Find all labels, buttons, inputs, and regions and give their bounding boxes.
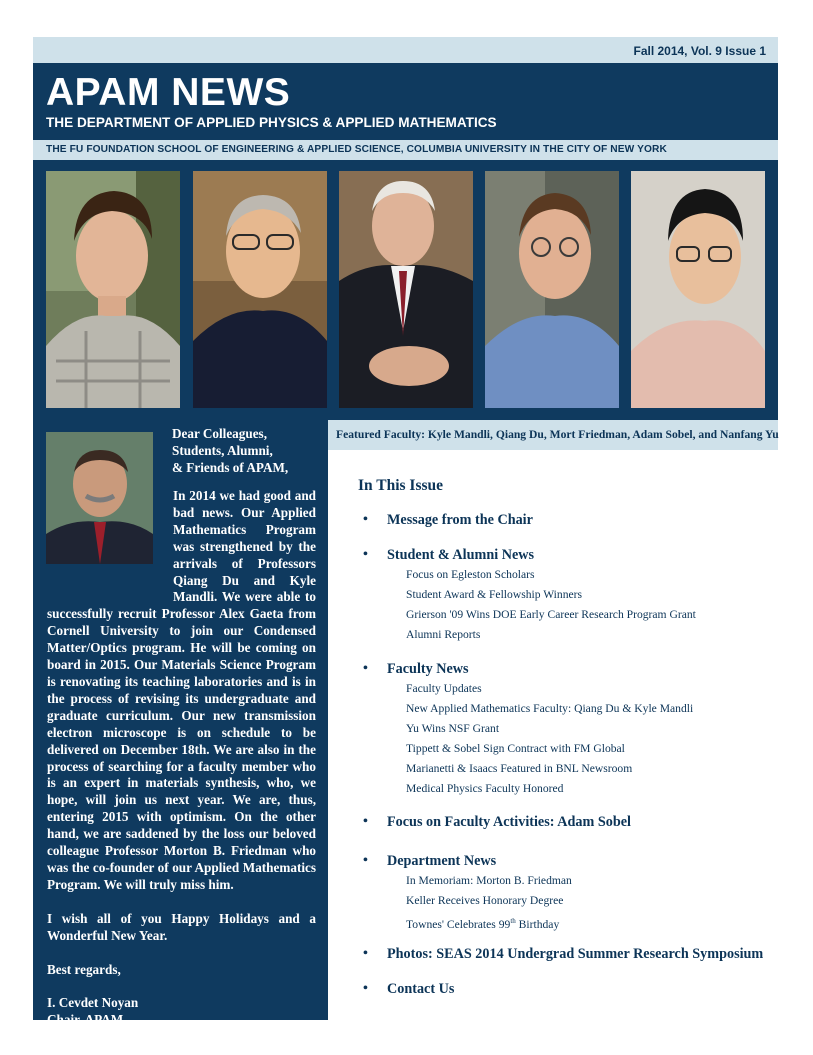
newsletter-title: APAM NEWS: [46, 71, 291, 114]
bullet-icon: •: [363, 512, 368, 527]
featured-faculty-caption: Featured Faculty: Kyle Mandli, Qiang Du, Mort Friedman, Adam Sobel, and Nanfang Yu: [336, 428, 779, 441]
toc-subitem[interactable]: Tippett & Sobel Sign Contract with FM Global: [406, 742, 625, 755]
toc-subitem[interactable]: In Memoriam: Morton B. Friedman: [406, 874, 572, 887]
bullet-icon: •: [363, 981, 368, 996]
toc-subitem[interactable]: Alumni Reports: [406, 628, 481, 641]
toc-section: [362, 510, 778, 530]
toc-subitem[interactable]: Keller Receives Honorary Degree: [406, 894, 564, 907]
toc-subitem[interactable]: Focus on Egleston Scholars: [406, 568, 535, 581]
letter-greeting: [172, 426, 317, 477]
toc-link[interactable]: • Faculty News: [363, 661, 469, 677]
signature-title: Chair, APAM: [47, 1012, 124, 1028]
greeting-line: & Friends of APAM,: [172, 459, 289, 475]
featured-faculty-caption-strip: [328, 420, 778, 450]
faculty-photo-band: [33, 160, 778, 420]
school-strip: [33, 140, 778, 160]
toc-subitem[interactable]: Student Award & Fellowship Winners: [406, 588, 583, 601]
toc-subitem[interactable]: Marianetti & Isaacs Featured in BNL Newsroom: [406, 762, 633, 775]
toc-section: [362, 659, 778, 799]
masthead: [33, 63, 778, 140]
chair-letter-column: [33, 420, 328, 1028]
letter-body: [47, 488, 316, 1029]
school-name: THE FU FOUNDATION SCHOOL OF ENGINEERING & APPLIED SCIENCE, COLUMBIA UNIVERSITY IN THE CITY OF NEW YORK: [46, 144, 667, 155]
faculty-photo-sobel: [485, 171, 619, 408]
toc-section: [362, 812, 778, 832]
toc-link[interactable]: • Contact Us: [363, 981, 455, 997]
toc-link[interactable]: • Department News: [363, 853, 497, 869]
toc-heading: In This Issue: [358, 477, 444, 494]
faculty-photo-du: [193, 171, 327, 408]
toc-subitem[interactable]: New Applied Mathematics Faculty: Qiang Du & Kyle Mandli: [406, 702, 694, 715]
toc-link[interactable]: • Student & Alumni News: [363, 547, 535, 563]
faculty-photo-friedman: [339, 171, 473, 408]
greeting-line: Students, Alumni,: [172, 442, 273, 458]
toc-section: [362, 979, 778, 999]
toc-subitem[interactable]: Townes' Celebrates 99th Birthday: [406, 917, 560, 931]
faculty-photo-mandli: [46, 171, 180, 408]
department-subtitle: THE DEPARTMENT OF APPLIED PHYSICS & APPLIED MATHEMATICS: [46, 115, 497, 130]
toc-link[interactable]: • Message from the Chair: [363, 512, 533, 528]
toc-section: [362, 944, 778, 964]
toc-link[interactable]: • Focus on Faculty Activities: Adam Sobel: [363, 814, 631, 830]
toc-subitem[interactable]: Faculty Updates: [406, 682, 482, 695]
letter-paragraph: In 2014 we had good and bad news. Our Applied Mathematics Program was strengthened by the arrivals of Professors Qiang Du and Kyle Mandli. We were able to successfully recruit Professor Alex Gaeta from Cornell University to join our Condensed Matter/Optics program. He will be coming on board in 2015. Our Materials Science Program is renovating its teaching laboratories and is in the process of revising its undergraduate and graduate curriculum. Our new transmission electron microscope is on schedule to be delivered on December 18th. We are also in the process of searching for a faculty member who is an expert in materials synthesis, who, we hope, will join us next year. We are, thus, entering 2015 with optimism. On the other hand, we are saddened by the loss our beloved colleague Professor Morton B. Friedman who was the co-founder of our Applied Mathematics Program. We will truly miss him.: [47, 488, 316, 892]
bullet-icon: •: [363, 814, 368, 829]
faculty-photo-yu: [631, 171, 765, 408]
bullet-icon: •: [363, 946, 368, 961]
toc-subitem[interactable]: Medical Physics Faculty Honored: [406, 782, 564, 795]
issue-strip: [33, 37, 778, 63]
bullet-icon: •: [363, 547, 368, 562]
bullet-icon: •: [363, 661, 368, 676]
toc-subitem[interactable]: Yu Wins NSF Grant: [406, 722, 500, 735]
toc-section: [362, 851, 778, 935]
toc-link[interactable]: • Photos: SEAS 2014 Undergrad Summer Research Symposium: [363, 946, 764, 962]
toc-section: [362, 545, 778, 645]
signature-name: I. Cevdet Noyan: [47, 995, 139, 1011]
letter-wishes: I wish all of you Happy Holidays and a Wonderful New Year.: [47, 910, 316, 943]
greeting-line: Dear Colleagues,: [172, 426, 267, 441]
issue-line: Fall 2014, Vol. 9 Issue 1: [633, 44, 766, 58]
toc-subitem[interactable]: Grierson '09 Wins DOE Early Career Research Program Grant: [406, 608, 696, 621]
bullet-icon: •: [363, 853, 368, 868]
letter-closing: Best regards,: [47, 961, 121, 977]
